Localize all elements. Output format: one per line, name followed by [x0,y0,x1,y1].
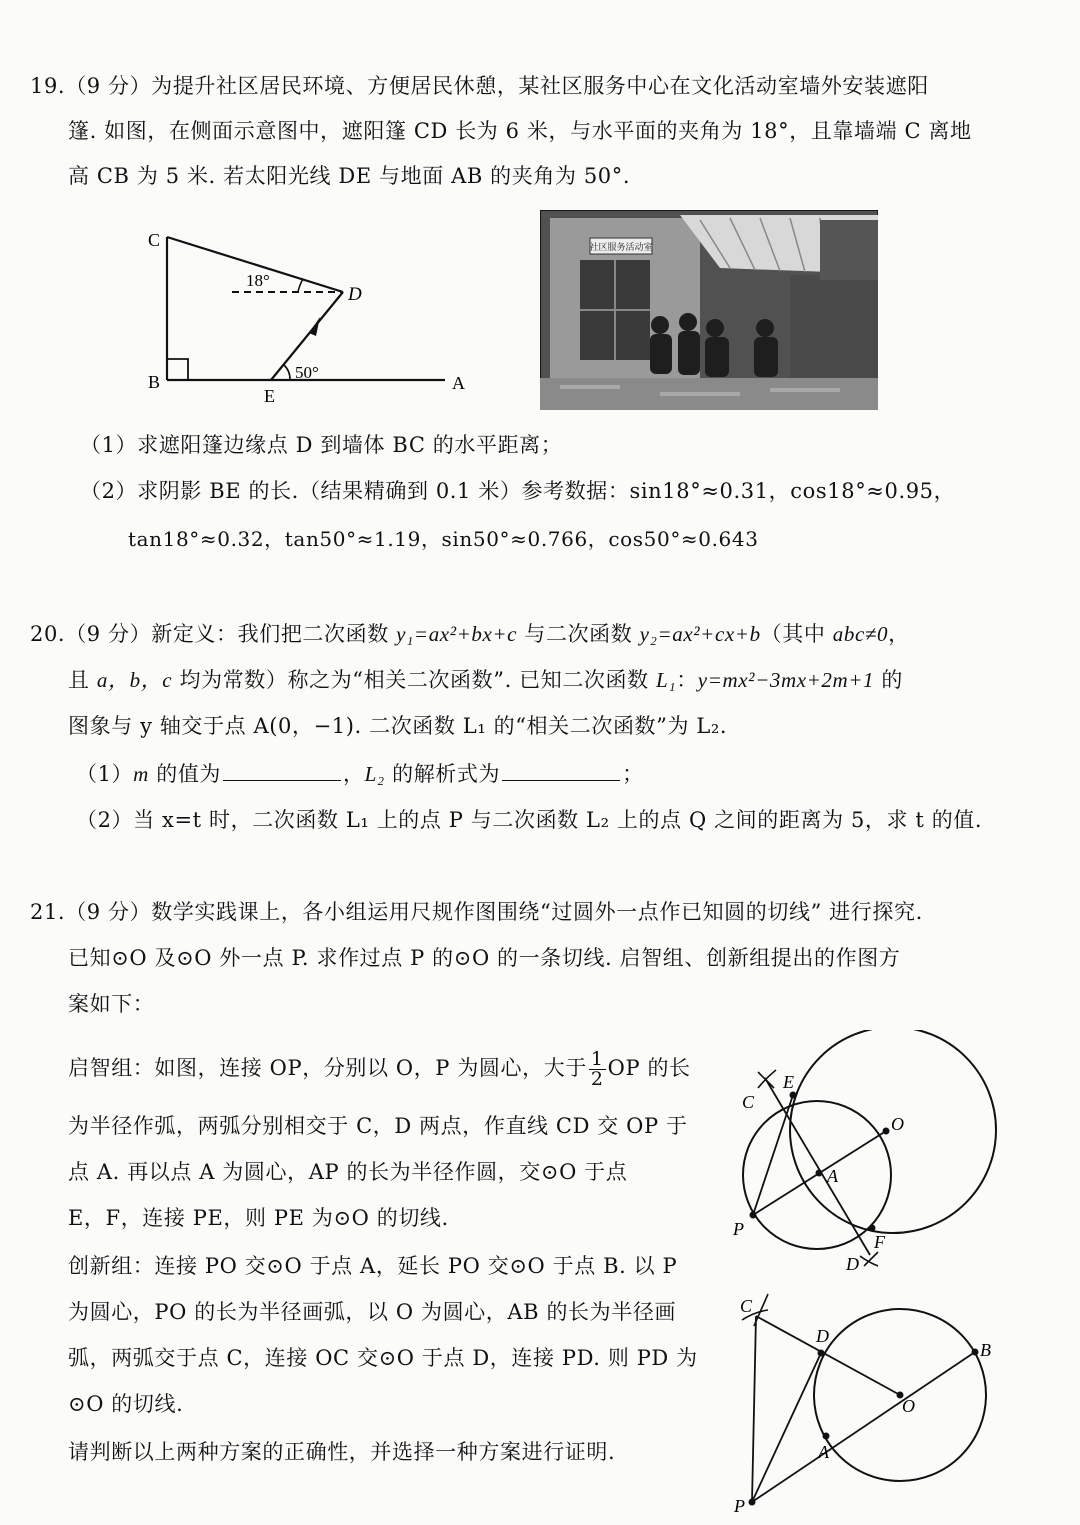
q20-line-2 [68,666,903,694]
fig2-label-p: P [734,1496,745,1515]
q21-qz-a: 启智组：如图，连接 OP，分别以 O，P 为圆心，大于 [68,1056,587,1080]
label-b: B [148,372,161,392]
fig2-label-o: O [902,1396,915,1416]
q20-sub-2: （2）当 x=t 时，二次函数 L₁ 上的点 P 与二次函数 L₂ 上的点 Q 之间的距离为 5，求 t 的值. [76,808,983,832]
q21-line-1: 21.（9 分）数学实践课上，各小组运用尺规作图围绕“过圆外一点作已知圆的切线” 进行探究. [30,900,923,924]
fig1-label-p: P [733,1219,744,1239]
line-pe [753,1095,793,1215]
q20-text-c: （其中 [760,622,833,646]
photo-sign-text: 社区服务活动室 [589,242,653,252]
q20-text-a: 20.（9 分）新定义：我们把二次函数 [30,622,397,646]
q20-line-1 [30,620,910,648]
q20-sub1-c: ， [343,762,365,786]
q21-cx-line-2: 为圆心，PO 的长为半径画弧，以 O 为圆心，AB 的长为半径画 [68,1300,677,1324]
q20-line-3: 图象与 y 轴交于点 A(0，−1). 二次函数 L₁ 的“相关二次函数”为 L₂. [68,714,728,738]
awning-photo [540,210,878,410]
q20-sub1-b: 的值为 [148,762,222,786]
fig2-label-b: B [980,1340,991,1360]
q21-ask: 请判断以上两种方案的正确性，并选择一种方案进行证明. [68,1440,616,1464]
q21-qz-b: OP 的长 [607,1056,691,1080]
q20-line2-c: ： [676,668,698,692]
line-cd [765,1078,870,1255]
fraction-num: 1 [590,1048,604,1070]
label-d: D [348,284,362,305]
q21-qz-line-4: E，F，连接 PE，则 PE 为⊙O 的切线. [68,1206,449,1230]
q20-line2-abc: a，b，c [96,668,173,692]
q19-line-3: 高 CB 为 5 米. 若太阳光线 DE 与地面 AB 的夹角为 50°. [68,164,631,188]
q20-text-b: 与二次函数 [517,622,640,646]
q20-line2-l1: L₁ [656,668,677,692]
fig1-label-o: O [891,1114,904,1134]
q20-line2-d: 的 [874,668,904,692]
q19-sub-1: （1）求遮阳篷边缘点 D 到墙体 BC 的水平距离； [80,433,563,457]
answer-blank-m[interactable] [223,762,341,781]
q19-line-2: 篷. 如图，在侧面示意图中，遮阳篷 CD 长为 6 米，与水平面的夹角为 18°，且靠墙端 C 离地 [68,119,972,143]
q20-sub1-m: m [133,762,149,786]
fraction-half [589,1050,606,1089]
q20-line2-a: 且 [68,668,97,692]
q20-formula-abc: abc≠0 [832,622,889,646]
fig1-label-c: C [742,1092,755,1112]
fig2-label-d: D [816,1326,829,1346]
fig1-label-a: A [827,1166,838,1186]
fig1-label-d: D [846,1254,859,1274]
q21-cx-line-1: 创新组：连接 PO 交⊙O 于点 A，延长 PO 交⊙O 于点 B. 以 P [68,1254,678,1278]
q20-line2-b: 均为常数）称之为“相关二次函数”. 已知二次函数 [172,668,656,692]
q21-line-3: 案如下： [68,992,155,1016]
q21-qz-line-3: 点 A. 再以点 A 为圆心，AP 的长为半径作圆，交⊙O 于点 [68,1160,628,1184]
ray-arrow-icon [309,317,320,336]
label-c: C [148,230,161,250]
fig2-label-c: C [740,1296,753,1316]
fig1-label-f: F [874,1232,885,1252]
q21-figure-1 [728,1030,1018,1280]
q20-text-d: ， [888,622,910,646]
q20-sub1-a: （1） [76,762,134,786]
q19-line-1: 19.（9 分）为提升社区居民环境、方便居民休憩，某社区服务中心在文化活动室墙外安装遮阳 [30,74,929,98]
q20-line2-formula: y=mx²−3mx+2m+1 [697,668,875,692]
q21-line-2: 已知⊙O 及⊙O 外一点 P. 求作过点 P 的⊙O 的一条切线. 启智组、创新组提出的作图方 [68,946,901,970]
q20-formula-y1: y₁=ax²+bx+c [396,622,518,646]
angle-18-arc [298,279,303,292]
right-angle-mark [167,359,188,380]
angle-50-arc [284,365,290,380]
line-pc [752,1316,756,1502]
fraction-den: 2 [590,1068,604,1090]
q19-sub-2: （2）求阴影 BE 的长.（结果精确到 0.1 米）参考数据：sin18°≈0.31，cos18°≈0.95， [80,479,956,503]
q20-sub1-l2: L₂ [364,762,385,786]
q21-qz-line-1 [68,1050,691,1089]
q21-figure-2 [730,1290,1010,1515]
q21-cx-line-4: ⊙O 的切线. [68,1392,184,1416]
q20-sub-1 [76,760,644,788]
q21-qz-line-2: 为半径作弧，两弧分别相交于 C，D 两点，作直线 CD 交 OP 于 [68,1114,688,1138]
q19-side-view-diagram [140,222,480,407]
answer-blank-l2[interactable] [502,762,620,781]
q20-formula-y2: y₂=ax²+cx+b [639,622,761,646]
label-a: A [452,373,465,393]
label-angle-18: 18° [246,271,270,290]
q20-sub1-d: 的解析式为 [384,762,501,786]
label-e: E [264,386,275,406]
fig2-label-a: A [818,1442,829,1462]
fig1-label-e: E [783,1072,794,1092]
q20-sub1-e: ； [622,762,644,786]
label-angle-50: 50° [295,363,319,382]
q21-cx-line-3: 弧，两弧交于点 C，连接 OC 交⊙O 于点 D，连接 PD. 则 PD 为 [68,1346,698,1370]
q19-sub-2-ref: tan18°≈0.32，tan50°≈1.19，sin50°≈0.766，cos50°≈0.643 [128,527,759,551]
